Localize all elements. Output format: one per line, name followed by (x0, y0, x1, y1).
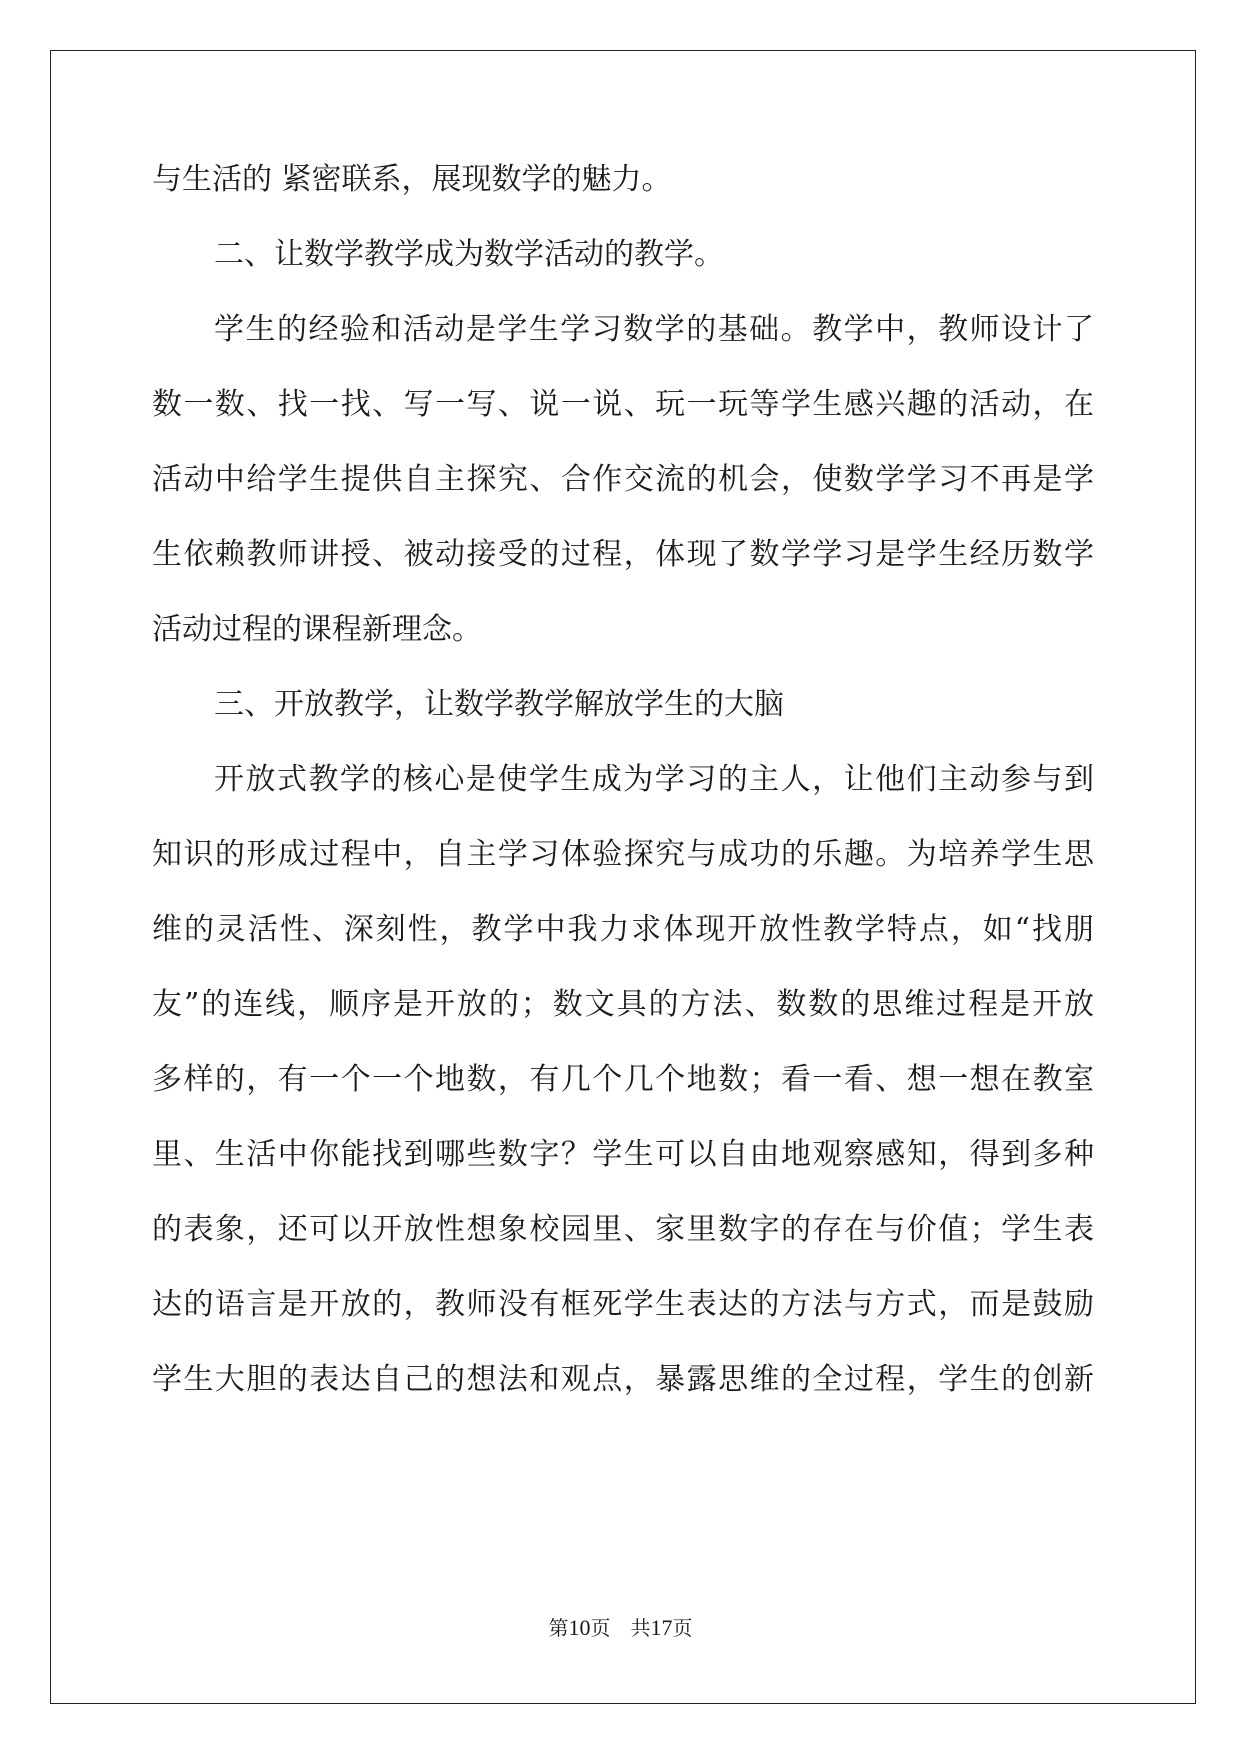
page-footer (0, 1612, 1241, 1641)
text-line: 学生大胆的表达自己的想法和观点，暴露思维的全过程，学生的创新 (152, 1362, 1094, 1397)
text-line: 三、开放教学，让数学教学解放学生的大脑 (214, 687, 784, 722)
text-line: 活动中给学生提供自主探究、合作交流的机会，使数学学习不再是学 (152, 462, 1094, 497)
text-line: 活动过程的课程新理念。 (152, 612, 482, 647)
text-line: 开放式教学的核心是使学生成为学习的主人，让他们主动参与到 (214, 762, 1094, 797)
footer-suffix: 页 (672, 1616, 693, 1640)
document-body (152, 162, 1094, 1417)
footer-middle: 页 共 (590, 1616, 651, 1640)
text-line: 友”的连线，顺序是开放的；数文具的方法、数数的思维过程是开放 (152, 987, 1094, 1022)
text-line: 知识的形成过程中，自主学习体验探究与成功的乐趣。为培养学生思 (152, 837, 1094, 872)
text-line: 的表象，还可以开放性想象校园里、家里数字的存在与价值；学生表 (152, 1212, 1094, 1247)
footer-current-page: 10 (568, 1615, 591, 1640)
text-line: 学生的经验和活动是学生学习数学的基础。教学中，教师设计了 (214, 312, 1094, 347)
text-line: 生依赖教师讲授、被动接受的过程，体现了数学学习是学生经历数学 (152, 537, 1094, 572)
text-line: 达的语言是开放的，教师没有框死学生表达的方法与方式，而是鼓励 (152, 1287, 1094, 1322)
text-line: 数一数、找一找、写一写、说一说、玩一玩等学生感兴趣的活动，在 (152, 387, 1094, 422)
footer-total-pages: 17 (650, 1615, 673, 1640)
text-line: 维的灵活性、深刻性，教学中我力求体现开放性教学特点，如“找朋 (152, 912, 1094, 947)
text-line: 二、让数学教学成为数学活动的教学。 (214, 237, 724, 272)
text-line: 里、生活中你能找到哪些数字？学生可以自由地观察感知，得到多种 (152, 1137, 1094, 1172)
text-line: 与生活的 紧密联系，展现数学的魅力。 (152, 162, 672, 197)
text-line: 多样的，有一个一个地数，有几个几个地数；看一看、想一想在教室 (152, 1062, 1094, 1097)
footer-prefix: 第 (548, 1616, 569, 1640)
